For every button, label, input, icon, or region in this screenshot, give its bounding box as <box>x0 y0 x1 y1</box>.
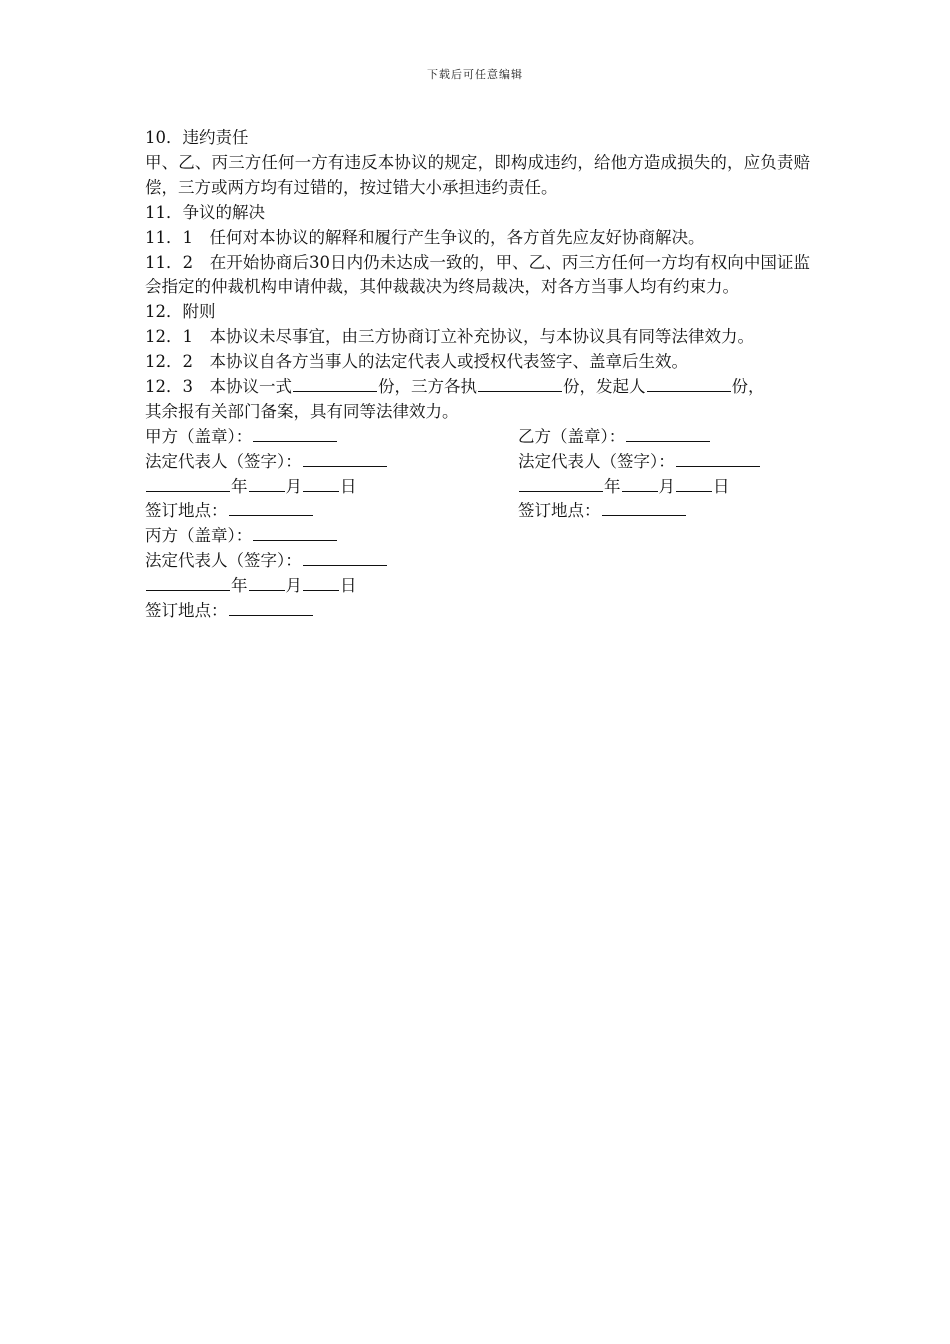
month-label: 月 <box>658 476 675 496</box>
party-a-year-blank[interactable] <box>146 475 230 492</box>
section-10-title: 10．违约责任 <box>145 128 249 147</box>
party-a-seal-label: 甲方（盖章）： <box>145 426 253 446</box>
section-12-title: 12．附则 <box>145 302 216 322</box>
party-a-rep <box>145 450 518 475</box>
section-12-2: 12．2 本协议自各方当事人的法定代表人或授权代表签字、盖章后生效。 <box>145 352 688 372</box>
section-11-2: 11．2 在开始协商后30日内仍未达成一致的，甲、乙、丙三方任何一方均有权向中国证监会指定的仲裁机构申请仲裁，其仲裁裁决为终局裁决，对各方当事人均有约束力。 <box>145 252 810 297</box>
day-label: 日 <box>340 576 357 596</box>
section-12-3-text-4: 份， <box>731 377 765 397</box>
party-c-place-label: 签订地点： <box>145 601 228 621</box>
section-12-3-text-1: 12．3 本协议一式 <box>145 377 292 397</box>
party-a-rep-blank[interactable] <box>303 450 387 467</box>
party-a-month-blank[interactable] <box>249 475 285 492</box>
copies-initiator-blank[interactable] <box>647 375 731 392</box>
signature-row-seal <box>145 425 810 450</box>
party-c-place <box>145 599 810 624</box>
party-b-date <box>518 475 730 500</box>
party-a-date <box>145 475 518 500</box>
party-b-seal <box>518 425 711 450</box>
party-c-date <box>145 574 810 599</box>
party-c-rep-label: 法定代表人（签字）： <box>145 551 302 571</box>
party-c-year-blank[interactable] <box>146 574 230 591</box>
day-label: 日 <box>340 476 357 496</box>
party-a-seal-blank[interactable] <box>253 425 337 442</box>
party-c-seal-blank[interactable] <box>253 524 337 541</box>
party-a-seal <box>145 425 518 450</box>
party-b-rep <box>518 450 761 475</box>
party-c-month-blank[interactable] <box>249 574 285 591</box>
section-12-3-text-3: 份，发起人 <box>563 377 646 397</box>
year-label: 年 <box>604 476 621 496</box>
party-b-place-blank[interactable] <box>602 499 686 516</box>
section-12-1: 12．1 本协议未尽事宜，由三方协商订立补充协议，与本协议具有同等法律效力。 <box>145 327 754 347</box>
year-label: 年 <box>231 576 248 596</box>
party-b-place <box>518 499 687 524</box>
party-b-rep-blank[interactable] <box>676 450 760 467</box>
party-c-place-blank[interactable] <box>229 599 313 616</box>
party-b-day-blank[interactable] <box>676 475 712 492</box>
party-c-rep-blank[interactable] <box>303 549 387 566</box>
party-b-seal-blank[interactable] <box>626 425 710 442</box>
copies-total-blank[interactable] <box>293 375 377 392</box>
page-header: 下载后可任意编辑 <box>427 68 523 81</box>
document-body <box>145 126 810 624</box>
party-c-seal <box>145 524 810 549</box>
signature-row-rep <box>145 450 810 475</box>
party-a-place <box>145 499 518 524</box>
party-c-day-blank[interactable] <box>303 574 339 591</box>
day-label: 日 <box>713 476 730 496</box>
section-12-3-line2: 其余报有关部门备案，具有同等法律效力。 <box>145 401 459 421</box>
party-b-place-label: 签订地点： <box>518 501 601 521</box>
section-11-title: 11．争议的解决 <box>145 202 265 222</box>
party-a-day-blank[interactable] <box>303 475 339 492</box>
signature-row-date <box>145 475 810 500</box>
signature-row-place <box>145 499 810 524</box>
party-b-month-blank[interactable] <box>622 475 658 492</box>
party-b-year-blank[interactable] <box>519 475 603 492</box>
section-11-1: 11．1 任何对本协议的解释和履行产生争议的，各方首先应友好协商解决。 <box>145 227 705 247</box>
section-12-3-line1 <box>145 375 810 400</box>
year-label: 年 <box>231 476 248 496</box>
party-c-seal-label: 丙方（盖章）： <box>145 526 253 546</box>
section-12-3-text-2: 份，三方各执 <box>378 377 477 397</box>
party-b-rep-label: 法定代表人（签字）： <box>518 451 675 471</box>
copies-each-blank[interactable] <box>478 375 562 392</box>
month-label: 月 <box>285 476 302 496</box>
party-b-seal-label: 乙方（盖章）： <box>518 426 626 446</box>
party-a-rep-label: 法定代表人（签字）： <box>145 451 302 471</box>
party-a-place-label: 签订地点： <box>145 501 228 521</box>
month-label: 月 <box>285 576 302 596</box>
party-c-rep <box>145 549 810 574</box>
section-10-body: 甲、乙、丙三方任何一方有违反本协议的规定，即构成违约，给他方造成损失的，应负责赔偿，三方或两方均有过错的，按过错大小承担违约责任。 <box>145 152 810 197</box>
party-a-place-blank[interactable] <box>229 499 313 516</box>
